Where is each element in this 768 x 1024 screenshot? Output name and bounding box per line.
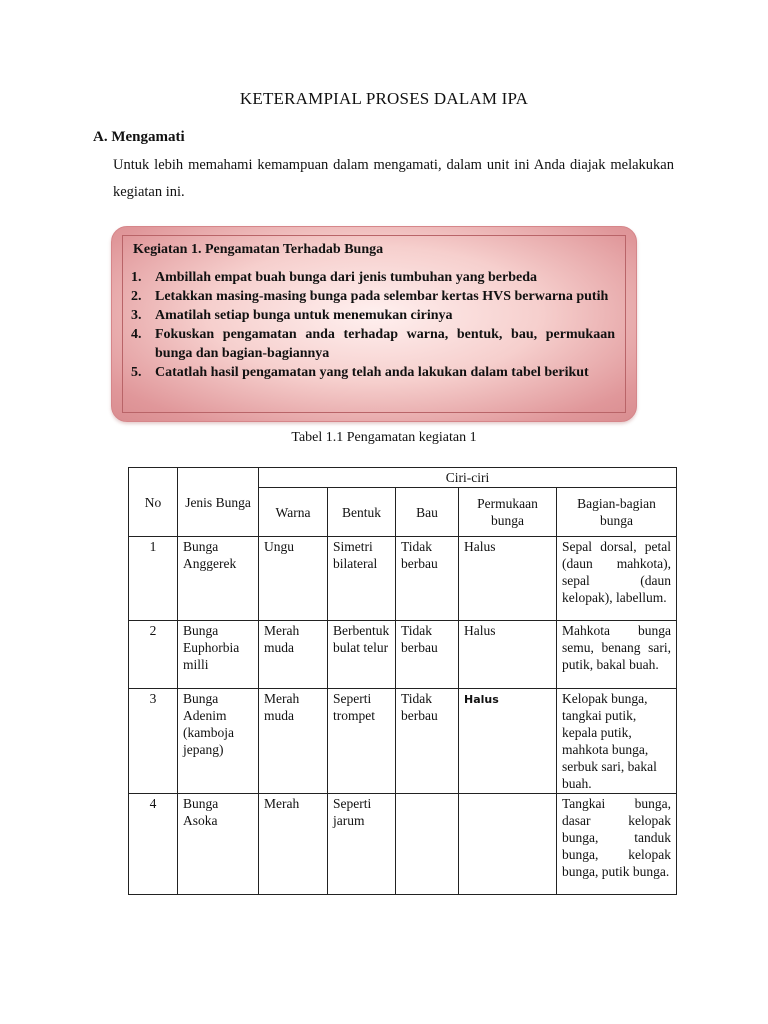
table-row bbox=[129, 794, 677, 895]
cell-jenis: Bunga Adenim (kamboja jepang) bbox=[178, 689, 259, 794]
step-text: Amatilah setiap bunga untuk menemukan cirinya bbox=[155, 308, 453, 323]
document-title: KETERAMPIAL PROSES DALAM IPA bbox=[239, 89, 529, 108]
table-row bbox=[129, 537, 677, 621]
table-header-row bbox=[129, 468, 677, 488]
header-bentuk: Bentuk bbox=[328, 488, 396, 537]
cell-bagian: Mahkota bunga semu, benang sari, putik, bakal buah. bbox=[557, 621, 677, 689]
header-bagian: Bagian-bagian bunga bbox=[557, 488, 677, 537]
activity-callout-frame bbox=[122, 235, 626, 413]
activity-title: Kegiatan 1. Pengamatan Terhadab Bunga bbox=[133, 242, 384, 257]
cell-permukaan: Halus bbox=[459, 537, 557, 621]
table-row bbox=[129, 689, 677, 794]
header-permukaan: Permukaan bunga bbox=[459, 488, 557, 537]
step-text: Catatlah hasil pengamatan yang telah anda lakukan dalam tabel berikut bbox=[155, 365, 589, 380]
cell-bagian: Kelopak bunga, tangkai putik, kepala putik, mahkota bunga, serbuk sari, bakal buah. bbox=[557, 689, 677, 794]
cell-jenis: Bunga Euphorbia milli bbox=[178, 621, 259, 689]
step-number: 3. bbox=[131, 308, 142, 323]
cell-bentuk: Berbentuk bulat telur bbox=[328, 621, 396, 689]
cell-no: 1 bbox=[129, 537, 178, 621]
intro-paragraph: Untuk lebih memahami kemampuan dalam mengamati, dalam unit ini Anda diajak melakukan kegiatan ini. bbox=[113, 157, 674, 200]
cell-bentuk: Seperti jarum bbox=[328, 794, 396, 895]
cell-permukaan bbox=[459, 689, 557, 794]
cell-bagian: Tangkai bunga, dasar kelopak bunga, tanduk bunga, kelopak bunga, putik bunga. bbox=[557, 794, 677, 895]
section-heading: A. Mengamati bbox=[93, 129, 185, 145]
table-caption: Tabel 1.1 Pengamatan kegiatan 1 bbox=[291, 430, 477, 445]
cell-permukaan: Halus bbox=[459, 621, 557, 689]
activity-step bbox=[131, 306, 615, 325]
cell-bentuk: Seperti trompet bbox=[328, 689, 396, 794]
step-number: 1. bbox=[131, 270, 142, 285]
cell-bau: Tidak berbau bbox=[396, 537, 459, 621]
step-text: Ambillah empat buah bunga dari jenis tumbuhan yang berbeda bbox=[155, 270, 537, 285]
cell-permukaan bbox=[459, 794, 557, 895]
header-bau: Bau bbox=[396, 488, 459, 537]
activity-step bbox=[131, 287, 615, 306]
cell-warna: Merah muda bbox=[259, 621, 328, 689]
activity-steps bbox=[131, 268, 615, 382]
cell-bau: Tidak berbau bbox=[396, 689, 459, 794]
activity-callout bbox=[111, 226, 637, 422]
header-no: No bbox=[129, 468, 178, 537]
observation-table bbox=[128, 467, 677, 895]
cell-warna: Ungu bbox=[259, 537, 328, 621]
cell-no: 2 bbox=[129, 621, 178, 689]
cell-permukaan-text: Halus bbox=[464, 693, 499, 706]
step-number: 5. bbox=[131, 365, 142, 380]
step-text: Letakkan masing-masing bunga pada selembar kertas HVS berwarna putih bbox=[155, 289, 609, 304]
step-number: 2. bbox=[131, 289, 142, 304]
cell-jenis: Bunga Asoka bbox=[178, 794, 259, 895]
header-jenis: Jenis Bunga bbox=[178, 468, 259, 537]
cell-warna: Merah bbox=[259, 794, 328, 895]
cell-no: 3 bbox=[129, 689, 178, 794]
cell-bau: Tidak berbau bbox=[396, 621, 459, 689]
cell-bagian: Sepal dorsal, petal (daun mahkota), sepal (daun kelopak), labellum. bbox=[557, 537, 677, 621]
header-warna: Warna bbox=[259, 488, 328, 537]
activity-step bbox=[131, 325, 615, 363]
step-text: Fokuskan pengamatan anda terhadap warna, bentuk, bau, permukaan bunga dan bagian-bagiannya bbox=[155, 327, 615, 361]
cell-jenis: Bunga Anggerek bbox=[178, 537, 259, 621]
activity-step bbox=[131, 268, 615, 287]
cell-warna: Merah muda bbox=[259, 689, 328, 794]
table-row bbox=[129, 621, 677, 689]
cell-no: 4 bbox=[129, 794, 178, 895]
header-ciri: Ciri-ciri bbox=[259, 468, 677, 488]
cell-bau bbox=[396, 794, 459, 895]
step-number: 4. bbox=[131, 327, 142, 342]
cell-bentuk: Simetri bilateral bbox=[328, 537, 396, 621]
activity-step bbox=[131, 363, 615, 382]
